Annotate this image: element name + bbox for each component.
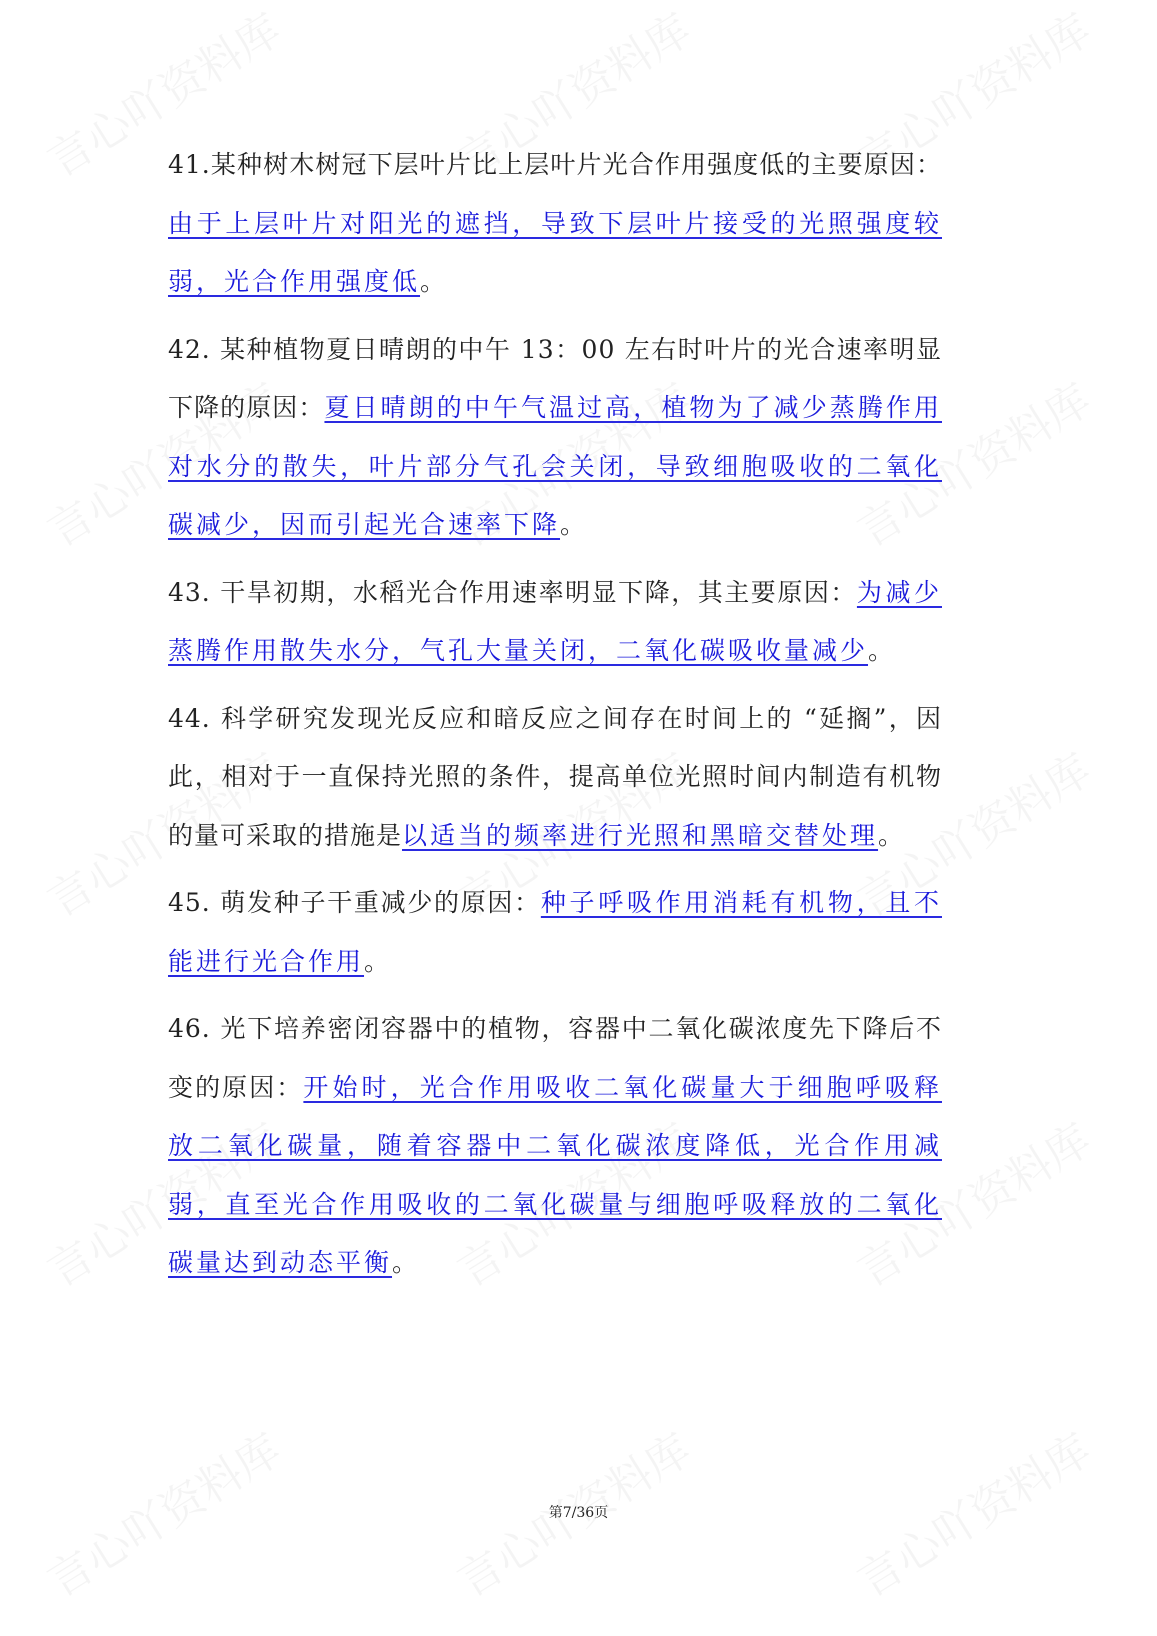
question-42 xyxy=(168,321,942,555)
question-45 xyxy=(168,874,942,991)
answer-text: 种子呼吸作用消耗有机物，且不能进行光合作用 xyxy=(168,888,942,976)
question-text: 42. 某种植物夏日晴朗的中午 13：00 左右时叶片的光合速率明显下降的原因： xyxy=(168,334,942,422)
period: 。 xyxy=(420,267,447,296)
question-text: 44. 科学研究发现光反应和暗反应之间存在时间上的 “延搁”，因此，相对于一直保持光照的条件，提高单位光照时间内制造有机物的量可采取的措施是 xyxy=(168,703,942,850)
answer-text: 夏日晴朗的中午气温过高，植物为了减少蒸腾作用对水分的散失，叶片部分气孔会关闭，导致细胞吸收的二氧化碳减少，因而引起光合速率下降 xyxy=(168,393,942,539)
question-text: 41.某种树木树冠下层叶片比上层叶片光合作用强度低的主要原因： xyxy=(168,150,942,179)
answer-text: 为减少蒸腾作用散失水分，气孔大量关闭，二氧化碳吸收量减少 xyxy=(168,577,942,665)
question-43 xyxy=(168,564,942,681)
period: 。 xyxy=(560,510,587,539)
answer-text: 由于上层叶片对阳光的遮挡，导致下层叶片接受的光照强度较弱，光合作用强度低 xyxy=(168,208,942,296)
answer-text: 以适当的频率进行光照和黑暗交替处理 xyxy=(402,820,879,850)
period: 。 xyxy=(364,946,391,976)
answer-text: 开始时，光合作用吸收二氧化碳量大于细胞呼吸释放二氧化碳量，随着容器中二氧化碳浓度降低，光合作用减弱，直至光合作用吸收的二氧化碳量与细胞呼吸释放的二氧化碳量达到动态平衡 xyxy=(168,1072,942,1277)
question-46 xyxy=(168,1000,942,1293)
period: 。 xyxy=(392,1248,419,1277)
question-text: 43. 干旱初期，水稻光合作用速率明显下降，其主要原因： xyxy=(168,577,857,607)
document-body xyxy=(168,136,942,1302)
question-41 xyxy=(168,136,942,312)
question-text: 45. 萌发种子干重减少的原因： xyxy=(168,888,541,917)
question-44 xyxy=(168,690,942,866)
period: 。 xyxy=(868,636,895,665)
page-number: 第7/36页 xyxy=(548,1505,609,1521)
period: 。 xyxy=(878,820,905,850)
question-text: 46. 光下培养密闭容器中的植物，容器中二氧化碳浓度先下降后不变的原因： xyxy=(168,1014,942,1102)
